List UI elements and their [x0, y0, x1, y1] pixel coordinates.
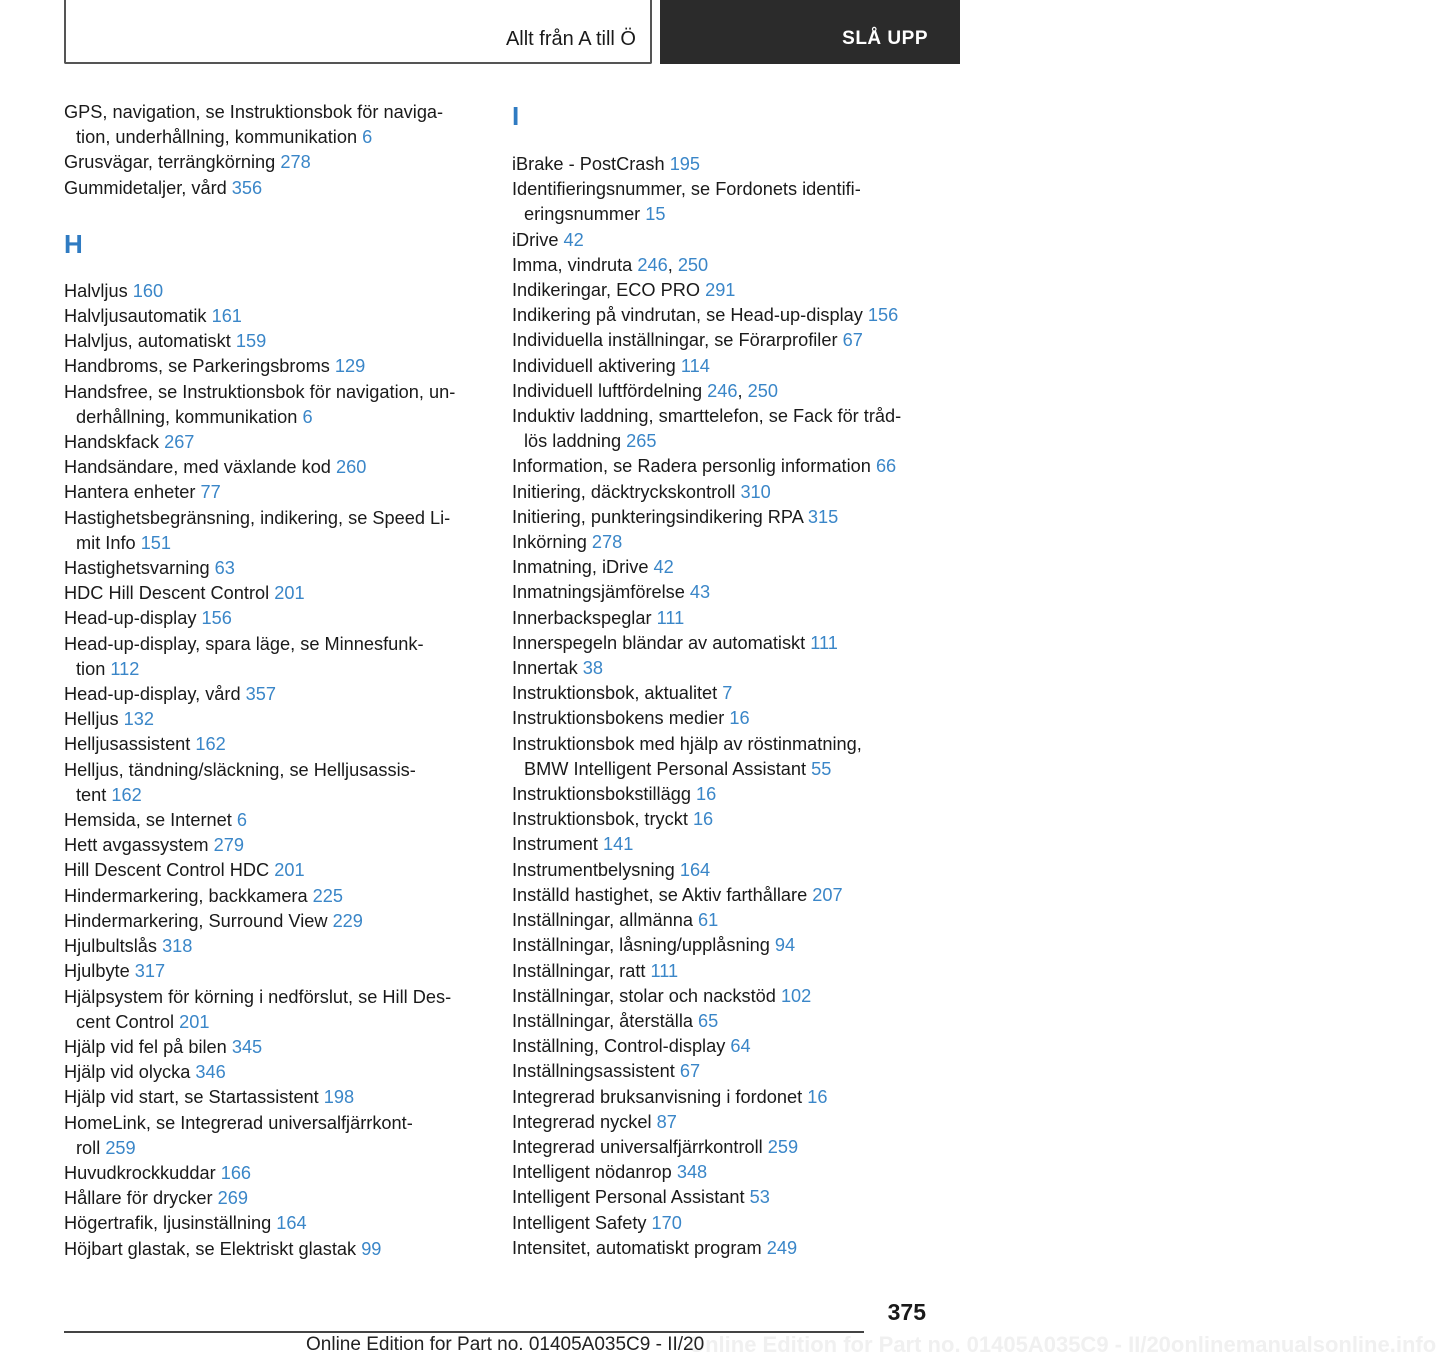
page-reference-link[interactable]: 141: [602, 834, 634, 855]
index-entry: [512, 656, 942, 681]
page-reference-link[interactable]: 201: [274, 860, 305, 881]
page-reference-link[interactable]: 43: [689, 582, 711, 603]
index-entry: [64, 1211, 484, 1236]
index-entry: Imma, vindruta 246, 250: [512, 254, 709, 275]
page-reference-link[interactable]: 348: [676, 1162, 708, 1183]
page-reference-link[interactable]: 64: [730, 1036, 751, 1057]
index-entry: [512, 152, 942, 177]
index-entry-text: Höjbart glastak, se Elektriskt glastak: [64, 1238, 362, 1259]
index-entry-text-cont: derhållning, kommunikation: [76, 406, 303, 427]
index-entry: [64, 150, 484, 175]
index-entry-text: Intensitet, automatiskt program: [512, 1237, 767, 1258]
index-entry: [512, 505, 942, 530]
page-reference-link[interactable]: 279: [213, 835, 244, 856]
index-entry: [512, 832, 942, 857]
index-entry-text: iBrake - PostCrash: [512, 154, 670, 174]
header: [64, 0, 960, 66]
page-reference-link[interactable]: 111: [650, 960, 679, 981]
page-reference-link[interactable]: 6: [362, 127, 373, 148]
section-tab-label: Allt från A till Ö: [505, 28, 636, 50]
page-reference-link[interactable]: 346: [195, 1062, 226, 1083]
index-entry-text: Gummidetaljer, vård: [64, 177, 232, 198]
index-entry: [512, 732, 942, 782]
index-column-left: [64, 100, 484, 1262]
page-reference-link[interactable]: 16: [729, 708, 750, 729]
index-entry: [64, 682, 484, 707]
index-entry-text: Högertrafik, ljusinställning: [64, 1213, 277, 1234]
page-reference-link[interactable]: 162: [195, 734, 226, 755]
index-entry: [64, 455, 484, 480]
page-reference-link[interactable]: 164: [276, 1213, 307, 1234]
index-entry-text: Instrument: [512, 834, 603, 855]
index-entry-text: Hett avgassystem: [64, 835, 214, 856]
index-entry-text: Handbroms, se Parkeringsbroms: [64, 356, 335, 377]
footer-edition: Online Edition for Part no. 01405A035C9 - II/20: [306, 1334, 705, 1355]
page-reference-link[interactable]: 259: [767, 1136, 799, 1157]
index-entry: [512, 177, 942, 227]
index-entry-text: Hemsida, se Internet: [64, 810, 237, 831]
page-reference-link[interactable]: 269: [217, 1188, 248, 1209]
page-reference-link[interactable]: 111: [810, 632, 838, 653]
index-entry: [512, 883, 942, 908]
index-entry: [512, 1211, 942, 1236]
page-reference-link[interactable]: 65: [698, 1010, 719, 1031]
index-entry: [512, 1135, 942, 1160]
index-entry: [512, 404, 942, 454]
index-entry: [64, 581, 484, 606]
index-entry: [512, 328, 942, 353]
page-reference-link[interactable]: 310: [740, 481, 771, 502]
index-entry-text: Helljus, tändning/släckning, se Helljusassis-: [64, 759, 416, 780]
index-entry: [64, 430, 484, 455]
page-reference-link[interactable]: 357: [245, 684, 276, 705]
index-entry-text: iDrive: [512, 229, 564, 250]
page-reference-link[interactable]: 156: [867, 305, 899, 326]
index-entry-text: Instruktionsbok, aktualitet: [512, 683, 723, 704]
index-entry: [512, 631, 942, 656]
index-entry-text: Induktiv laddning, smarttelefon, se Fack för tråd-: [512, 406, 902, 427]
page-reference-link[interactable]: 61: [698, 910, 719, 931]
index-entry: [64, 556, 484, 581]
page-reference-link[interactable]: 159: [235, 331, 267, 352]
watermark: Online Edition for Part no. 01405A035C9 - II/20onlinemanualsonline.info: [688, 1332, 1436, 1357]
page-reference-link[interactable]: 111: [656, 607, 685, 628]
page-reference-link[interactable]: 132: [123, 709, 154, 730]
index-entry: [64, 176, 484, 201]
index-entry-text: Hållare för drycker: [64, 1188, 218, 1209]
index-entry-text: Hindermarkering, Surround View: [64, 910, 333, 931]
page-reference-link[interactable]: 16: [692, 809, 714, 830]
page-reference-link[interactable]: 246: [707, 380, 738, 401]
index-entry-text: Hjälp vid start, se Startassistent: [64, 1087, 324, 1108]
page-reference-link[interactable]: 67: [842, 330, 863, 351]
index-entry: [64, 1060, 484, 1085]
index-entry: [64, 354, 484, 379]
index-entry: [512, 1085, 942, 1110]
index-entry-text: Inställningsassistent: [512, 1061, 680, 1082]
page-reference-link[interactable]: 6: [236, 810, 247, 831]
index-entry: [512, 959, 942, 984]
index-entry: [64, 858, 484, 883]
page-reference-link[interactable]: 114: [680, 355, 710, 376]
index-entry-text: Innerspegeln bländar av automatiskt: [512, 632, 811, 653]
page-reference-link[interactable]: 291: [705, 280, 736, 301]
page-reference-link[interactable]: 160: [132, 280, 164, 301]
index-entry-text: Individuella inställningar, se Förarprofiler: [512, 330, 843, 351]
index-entry-text: Inställningar, låsning/upplåsning: [512, 935, 775, 956]
page-reference-link[interactable]: 250: [677, 254, 709, 275]
page-reference-link[interactable]: 151: [140, 532, 172, 553]
page-reference-link[interactable]: 225: [312, 885, 344, 906]
index-entry-text: Head-up-display, vård: [64, 684, 246, 705]
index-entry-text: Handsfree, se Instruktionsbok för navigation, un-: [64, 381, 456, 402]
index-entry-text: Halvljus, automatiskt: [64, 331, 236, 352]
page-reference-link[interactable]: 260: [335, 457, 367, 478]
index-entry-text: Instruktionsbok, tryckt: [512, 809, 693, 830]
page-reference-link[interactable]: 201: [179, 1011, 210, 1032]
page-reference-link[interactable]: 250: [747, 380, 778, 401]
index-entry: Individuell luftfördelning 246, 250: [512, 380, 778, 401]
index-entry: [512, 1110, 942, 1135]
index-entries-i: [512, 152, 942, 1261]
index-entry-text: Intelligent Safety: [512, 1212, 652, 1233]
page-reference-link[interactable]: 16: [696, 784, 717, 805]
index-entry-text: Innerbackspeglar: [512, 607, 657, 628]
index-entry-text-cont: tion, underhållning, kommunikation: [76, 127, 363, 148]
index-entry-text-cont: BMW Intelligent Personal Assistant: [524, 758, 812, 779]
index-entry: [64, 707, 484, 732]
index-entry-text: Inställningar, allmänna: [512, 910, 699, 931]
page-reference-link[interactable]: 278: [280, 152, 311, 173]
index-entry-text: Inställningar, stolar och nackstöd: [512, 985, 781, 1006]
index-entry: [512, 454, 942, 479]
index-letter-h: H: [64, 228, 83, 259]
index-entry-text: Initiering, punkteringsindikering RPA: [512, 506, 808, 527]
page-reference-link[interactable]: 246: [637, 254, 668, 275]
index-entry-text: Integrerad bruksanvisning i fordonet: [512, 1086, 808, 1107]
lookup-button[interactable]: [660, 0, 960, 64]
page-reference-link[interactable]: 67: [679, 1061, 701, 1082]
page-reference-link[interactable]: 267: [164, 432, 195, 453]
index-entry: [512, 555, 942, 580]
index-entry-text: Identifieringsnummer, se Fordonets identifi-: [512, 179, 861, 200]
index-entry-text: Halvljus: [64, 280, 133, 301]
page-reference-link[interactable]: 249: [766, 1237, 798, 1258]
page-reference-link[interactable]: 38: [582, 658, 604, 679]
index-entry: [64, 1035, 484, 1060]
index-entry: [512, 1160, 942, 1185]
index-entry-text: Inställningar, återställa: [512, 1010, 699, 1031]
index-entry-text: Hjulbyte: [64, 961, 135, 982]
page-reference-link[interactable]: 229: [332, 910, 363, 931]
index-entry-text-cont: mit Info: [76, 532, 141, 553]
index-entry: [64, 1161, 484, 1186]
index-entry-text: Halvljusautomatik: [64, 306, 212, 327]
index-entry: [512, 807, 942, 832]
page-reference-link[interactable]: 164: [679, 859, 711, 880]
index-entry: [512, 984, 942, 1009]
index-entry: [64, 1186, 484, 1211]
index-entry-text: Helljus: [64, 709, 124, 730]
index-entry: [64, 985, 484, 1035]
index-entry-text-cont: tion: [76, 658, 111, 679]
index-entries-g: [64, 100, 484, 201]
index-entry-text: Hastighetsbegränsning, indikering, se Speed Li-: [64, 507, 451, 528]
page-reference-link[interactable]: 66: [875, 456, 897, 477]
page-reference-link[interactable]: 166: [220, 1162, 252, 1183]
index-entry: [512, 580, 942, 605]
index-entry-text: Head-up-display: [64, 608, 202, 629]
index-entry: [64, 329, 484, 354]
page-reference-link[interactable]: 201: [274, 583, 305, 604]
index-entry: [512, 278, 942, 303]
index-column-right: [512, 100, 942, 1261]
page-reference-link[interactable]: 129: [334, 356, 366, 377]
index-entry-text: Information, se Radera personlig information: [512, 456, 876, 477]
index-entry-text: HDC Hill Descent Control: [64, 583, 275, 604]
index-entry: [512, 1034, 942, 1059]
index-entry-text: Hindermarkering, backkamera: [64, 885, 313, 906]
index-entry-text: Hastighetsvarning: [64, 558, 215, 579]
index-entry: [512, 782, 942, 807]
index-entry-text: Huvudkrockkuddar: [64, 1162, 221, 1183]
index-entry: [64, 279, 484, 304]
index-entry-text: Individuell luftfördelning: [512, 380, 708, 401]
index-entry-text: Instruktionsbokens medier: [512, 708, 730, 729]
index-entry: [64, 833, 484, 858]
page-reference-link[interactable]: 94: [774, 935, 796, 956]
index-entry-text: Handskfack: [64, 432, 165, 453]
page-reference-link[interactable]: 345: [231, 1036, 263, 1057]
page-reference-link[interactable]: 317: [134, 961, 166, 982]
page-reference-link[interactable]: 278: [591, 532, 623, 553]
page-reference-link[interactable]: 102: [780, 985, 812, 1006]
index-entry-text: Indikering på vindrutan, se Head-up-display: [512, 305, 868, 326]
index-entry: [64, 1111, 484, 1161]
index-entry-text-cont: roll: [76, 1137, 106, 1158]
index-entry: [64, 884, 484, 909]
index-entry-text-cont: tent: [76, 784, 112, 805]
index-entry-text: Helljusassistent: [64, 734, 196, 755]
index-entry: [512, 480, 942, 505]
index-entry: [64, 100, 484, 150]
index-entries-h: [64, 279, 484, 1262]
index-entry: [64, 808, 484, 833]
index-entry: [512, 606, 942, 631]
index-entry-text: Hjälp vid fel på bilen: [64, 1036, 232, 1057]
index-entry-text: Hjulbultslås: [64, 936, 163, 957]
index-entry: [64, 758, 484, 808]
page-reference-link[interactable]: 265: [626, 431, 657, 452]
page-reference-link[interactable]: 63: [214, 558, 235, 579]
index-entry-text: Hjälp vid olycka: [64, 1062, 196, 1083]
lookup-button-label: SLÅ UPP: [842, 28, 928, 49]
page-reference-link[interactable]: 15: [645, 204, 666, 225]
index-entry-text-cont: eringsnummer: [524, 204, 646, 225]
index-entry: [64, 909, 484, 934]
index-entry: [512, 933, 942, 958]
index-entry: [512, 908, 942, 933]
index-entry: [64, 480, 484, 505]
index-entry: [64, 304, 484, 329]
index-entry: [512, 1059, 942, 1084]
index-entry-text: Inställning, Control-display: [512, 1036, 731, 1057]
index-entry: [512, 1009, 942, 1034]
page-reference-link[interactable]: 42: [653, 557, 674, 578]
index-entry: [512, 681, 942, 706]
index-entry: [512, 1185, 942, 1210]
index-entry: [512, 858, 942, 883]
page-reference-link[interactable]: 198: [323, 1087, 355, 1108]
page-reference-link[interactable]: 162: [111, 784, 142, 805]
index-entry-text: Imma, vindruta: [512, 254, 638, 275]
page-reference-link[interactable]: 99: [361, 1238, 382, 1259]
index-entry-text: HomeLink, se Integrerad universalfjärrkont-: [64, 1112, 413, 1133]
index-entry-text: Hjälpsystem för körning i nedförslut, se Hill Des-: [64, 986, 452, 1007]
index-entry-text: Integrerad universalfjärrkontroll: [512, 1136, 768, 1157]
index-entry-text: Inställningar, ratt: [512, 960, 651, 981]
index-entry-text: Instruktionsbokstillägg: [512, 784, 696, 805]
index-entry: [512, 303, 942, 328]
index-entry: [64, 380, 484, 430]
index-entry: [64, 606, 484, 631]
page-number: 375: [887, 1299, 926, 1325]
index-entry-text: GPS, navigation, se Instruktionsbok för naviga-: [64, 102, 444, 122]
index-entry-text: Initiering, däcktryckskontroll: [512, 481, 741, 502]
index-entry-text: Hill Descent Control HDC: [64, 860, 275, 881]
index-entry: [512, 530, 942, 555]
index-entry-text: Instruktionsbok med hjälp av röstinmatning,: [512, 733, 862, 754]
index-entry-text: Intelligent Personal Assistant: [512, 1187, 750, 1208]
index-entry-text: Instrumentbelysning: [512, 859, 680, 880]
index-entry-text: Integrerad nyckel: [512, 1111, 657, 1132]
page-reference-link[interactable]: 87: [656, 1111, 677, 1132]
index-entry-text: Head-up-display, spara läge, se Minnesfunk-: [64, 633, 424, 654]
index-entry: [64, 506, 484, 556]
index-entry: [64, 934, 484, 959]
page-reference-link[interactable]: 195: [669, 154, 701, 174]
page-reference-link[interactable]: 318: [162, 936, 193, 957]
index-entry-text: Inmatningsjämförelse: [512, 582, 690, 603]
section-tab[interactable]: [64, 0, 652, 64]
page-reference-link[interactable]: 55: [811, 758, 832, 779]
page-reference-link[interactable]: 16: [807, 1086, 828, 1107]
index-entry: [512, 1236, 942, 1261]
page-reference-link[interactable]: 112: [110, 658, 140, 679]
index-entry: [64, 959, 484, 984]
page-reference-link[interactable]: 156: [201, 608, 232, 629]
index-entry: [64, 632, 484, 682]
index-entry-text: Handsändare, med växlande kod: [64, 457, 336, 478]
index-entry-text: Innertak: [512, 658, 583, 679]
page-reference-link[interactable]: 161: [211, 306, 242, 327]
index-entry-text: Inställd hastighet, se Aktiv farthållare: [512, 884, 813, 905]
index-entry: [512, 706, 942, 731]
index-entry-text: Inmatning, iDrive: [512, 557, 654, 578]
index-entry-text: Hantera enheter: [64, 482, 201, 503]
index-entry-text-cont: cent Control: [76, 1011, 180, 1032]
index-entry-text: Intelligent nödanrop: [512, 1162, 677, 1183]
index-entry: [512, 354, 942, 379]
index-entry-text: Inkörning: [512, 532, 592, 553]
page-reference-link[interactable]: 259: [105, 1137, 136, 1158]
index-letter-i: I: [512, 101, 520, 131]
page-reference-link[interactable]: 77: [200, 482, 221, 503]
page-reference-link[interactable]: 315: [807, 506, 839, 527]
index-entry-text-cont: lös laddning: [524, 431, 627, 452]
page-reference-link[interactable]: 7: [722, 683, 733, 704]
page-reference-link[interactable]: 207: [812, 884, 843, 905]
index-entry-text: Indikeringar, ECO PRO: [512, 280, 706, 301]
page-reference-link[interactable]: 42: [563, 229, 584, 250]
page-reference-link[interactable]: 170: [651, 1212, 682, 1233]
index-entry: [64, 1085, 484, 1110]
index-entry-text: Grusvägar, terrängkörning: [64, 152, 281, 173]
page-reference-link[interactable]: 53: [749, 1187, 770, 1208]
page-reference-link[interactable]: 356: [231, 177, 263, 198]
index-entry: [64, 1237, 484, 1262]
page-reference-link[interactable]: 6: [302, 406, 313, 427]
index-entry-text: Individuell aktivering: [512, 355, 681, 376]
index-entry: [64, 732, 484, 757]
index-entry: [512, 228, 942, 253]
